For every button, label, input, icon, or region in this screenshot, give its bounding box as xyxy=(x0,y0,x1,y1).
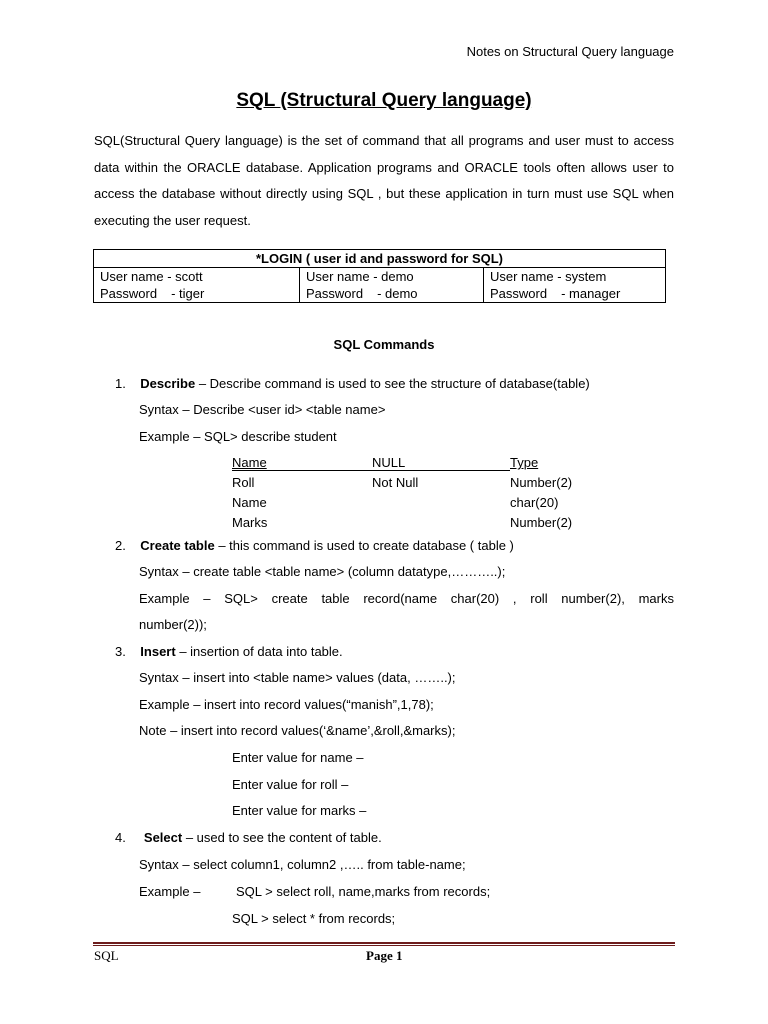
login-table-heading: *LOGIN ( user id and password for SQL) xyxy=(94,250,666,268)
item-select-syntax: Syntax – select column1, column2 ,….. from table-name; xyxy=(139,857,466,872)
intro-paragraph: SQL(Structural Query language) is the set of command that all programs and user must to access data within the ORACLE database. Application programs and ORACLE tools often allows user to access the database without directly using SQL , but these application in turn must use SQL when executing the user request. xyxy=(94,133,674,228)
item-describe-example: Example – SQL> describe student xyxy=(139,429,337,444)
item-describe-syntax: Syntax – Describe <user id> <table name> xyxy=(139,402,386,417)
login-user: User name - demo xyxy=(306,269,414,284)
item-select-example-1: SQL > select roll, name,marks from records; xyxy=(236,884,491,899)
login-table xyxy=(93,249,666,303)
login-password: Password - demo xyxy=(306,286,418,301)
item-create-syntax: Syntax – create table <table name> (column datatype,………..); xyxy=(139,564,506,579)
item-insert-heading: 3. Insert – insertion of data into table. xyxy=(115,644,343,659)
footer-left-text: SQL xyxy=(94,948,119,963)
item-describe-heading: 1. Describe – Describe command is used to see the structure of database(table) xyxy=(115,376,590,391)
page-number: Page 1 xyxy=(366,948,403,963)
login-cell-demo xyxy=(300,268,484,303)
item-insert-syntax: Syntax – insert into <table name> values (data, ……..); xyxy=(139,670,456,685)
login-user: User name - system xyxy=(490,269,607,284)
login-cell-scott xyxy=(94,268,300,303)
item-select-heading: 4. Select – used to see the content of table. xyxy=(115,830,382,845)
page-title: SQL (Structural Query language) xyxy=(236,90,532,111)
item-create-example-cont: number(2)); xyxy=(139,617,207,632)
footer-rule xyxy=(93,942,675,944)
item-select-example-label: Example – xyxy=(139,884,201,899)
item-select-example-2: SQL > select * from records; xyxy=(232,911,396,926)
footer-rule-thin xyxy=(93,945,675,946)
insert-prompt-roll: Enter value for roll – xyxy=(232,777,349,792)
item-create-example: Example – SQL> create table record(name char(20) , roll number(2), marks xyxy=(139,591,674,606)
login-user: User name - scott xyxy=(100,269,203,284)
item-create-heading: 2. Create table – this command is used to create database ( table ) xyxy=(115,538,514,553)
insert-prompt-name: Enter value for name – xyxy=(232,750,364,765)
login-password: Password - manager xyxy=(490,286,621,301)
item-insert-example: Example – insert into record values(“manish”,1,78); xyxy=(139,697,434,712)
insert-prompt-marks: Enter value for marks – xyxy=(232,803,367,818)
login-password: Password - tiger xyxy=(100,286,205,301)
header-note: Notes on Structural Query language xyxy=(466,44,674,59)
login-cell-system xyxy=(484,268,666,303)
item-insert-note: Note – insert into record values(‘&name’,&roll,&marks); xyxy=(139,723,456,738)
section-title: SQL Commands xyxy=(333,337,435,352)
